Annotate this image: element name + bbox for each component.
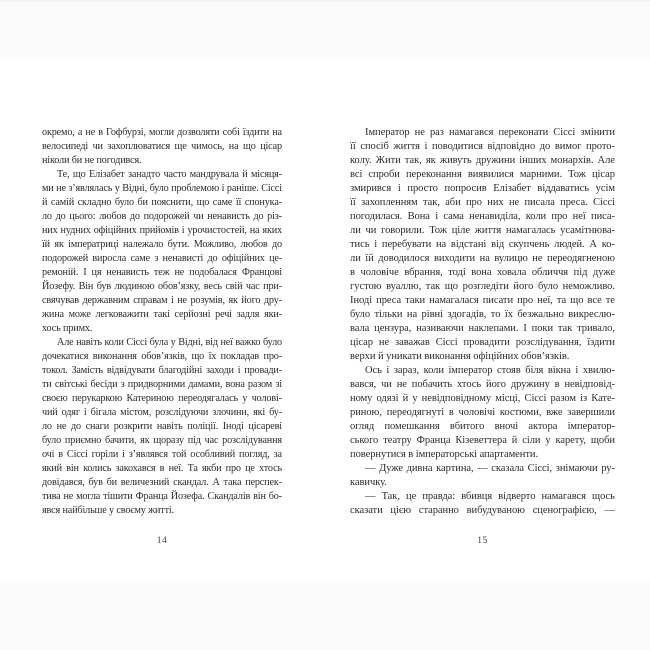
text-line: змирився і просто попросив Елізабет віддаватись усім bbox=[350, 183, 615, 194]
text-line: чий одяг і бігала містом, розслідуючи злочини, які бу- bbox=[42, 407, 282, 418]
text-line: свячував державним справам і не розумів, як його дру- bbox=[42, 295, 282, 306]
text-line: ли чи говорили. Тож ціле життя намагалась усамітнюва- bbox=[350, 225, 615, 236]
text-line: очі в Сіссі горіли і з’являвся той особливий погляд, за bbox=[42, 449, 282, 460]
page-number-left: 14 bbox=[156, 536, 168, 546]
text-line: верхи й уникати виконання офіційних обов’язків. bbox=[350, 351, 570, 362]
text-line: повернутися в імператорські апартаменти. bbox=[350, 449, 539, 460]
text-line: в чоловіче вбрання, тоді вона ховала обличчя під дуже bbox=[350, 267, 615, 278]
page-right[interactable] bbox=[325, 60, 650, 583]
text-line: Імператор не раз намагався переконати Сіссі змінити bbox=[365, 127, 615, 138]
text-line: Іноді преса таки намагалася писати про неї, та що все те bbox=[350, 295, 615, 306]
page-left-text bbox=[42, 126, 282, 518]
text-line: тива не могла тішити Франца Йозефа. Скандалів він бо- bbox=[42, 491, 282, 502]
text-line: ло до цього: любов до подорожей чи ненависть до різ- bbox=[42, 211, 282, 222]
text-line: було приємно бачити, як щоразу під час розслідування bbox=[42, 435, 282, 446]
text-line: хось примх. bbox=[42, 323, 93, 334]
text-line: риною, переодягнуті в чоловічі костюми, вже завершили bbox=[350, 407, 615, 418]
page-spread bbox=[0, 60, 650, 583]
text-line: кавичку. bbox=[350, 477, 387, 488]
text-line: Ось і зараз, коли імператор стояв біля вікна і хвилю- bbox=[365, 365, 615, 376]
text-line: й самій складно було би пояснити, що саме її спонука- bbox=[42, 197, 282, 208]
text-line: ли їй доводилося виходити на вулицю не переодягненою bbox=[350, 253, 615, 264]
text-line: ми не з’являлась у Відні, було проблемою і раніше. Сіссі bbox=[42, 183, 282, 194]
text-line: їй як імператриці належало бути. Можливо, любов до bbox=[42, 239, 282, 250]
text-line: велосипеді чи захоплюватися ще чимось, на що цісар bbox=[42, 141, 282, 152]
text-line: вала цензура, називаючи наклепами. І поки так тривало, bbox=[350, 323, 615, 334]
text-line: огляд помешкання вбитого вночі актора імператор- bbox=[350, 421, 615, 432]
text-line: ніколи би не погодився. bbox=[42, 155, 142, 166]
text-line: них нудних офіційних прийомів і урочистостей, на яких bbox=[42, 225, 282, 236]
text-line: вався, чи не побачить хтось його дружину в невідповід- bbox=[350, 379, 615, 390]
page-left[interactable] bbox=[0, 60, 325, 583]
page-right-text bbox=[350, 126, 615, 518]
text-line: довідався, був би величезний скандал. А така перспек- bbox=[42, 477, 282, 488]
text-line: колу. Жити так, як живуть дружини інших монархів. Але bbox=[350, 155, 615, 166]
text-line: який він колись закохався в неї. Та якби про це хтось bbox=[42, 463, 282, 474]
text-line: своєю перукаркою Катериною переодягалась у чолові- bbox=[42, 393, 282, 404]
text-line: Те, що Елізабет занадто часто мандрувала й місяця- bbox=[57, 169, 282, 180]
text-line: Йозефу. Він був людиною обов’язку, весь свій час при- bbox=[42, 281, 282, 292]
text-line: ло не до снаги розкрити навіть поліції. Іноді цісареві bbox=[42, 421, 282, 432]
text-line: всі спроби переконання виявилися марними. Тож цісар bbox=[350, 169, 615, 180]
text-line: окремо, а не в Гофбурзі, могли дозволяти собі їздити на bbox=[42, 127, 282, 138]
page-number-right: 15 bbox=[477, 536, 488, 546]
text-line: Але навіть коли Сіссі була у Відні, від неї важко було bbox=[57, 337, 282, 348]
text-line: її спосіб життя і поводитися відповідно до вимог прото- bbox=[350, 141, 615, 152]
text-line: — Так, це правда: вбивця відверто намагався щось bbox=[365, 491, 615, 502]
text-line: її захопленням так, аби про них не писала преса. Сіссі bbox=[350, 197, 615, 208]
text-line: було тільки на рівні здогадів, то їх безжально викреслю- bbox=[350, 309, 615, 320]
text-line: погодилася. Вона і сама ненавиділа, коли про неї писа- bbox=[350, 211, 615, 222]
text-line: ремоній. І ця ненависть теж не подобалася Францові bbox=[42, 267, 282, 278]
text-line: жина може легковажити такі серйозні речі задля яки- bbox=[42, 309, 282, 320]
text-line: — Дуже дивна картина, — сказала Сіссі, знімаючи ру- bbox=[365, 463, 615, 474]
text-line: тись і перебувати на відстані від скупчень людей. А ко- bbox=[350, 239, 615, 250]
text-line: ти світські бесіди з придворними дамами, вона разом зі bbox=[42, 379, 282, 390]
text-line: ського театру Франца Кізеветтера й сіли у карету, щоби bbox=[350, 435, 615, 446]
text-line: цісар не заважав Сіссі провадити розслідування, їздити bbox=[350, 337, 615, 348]
text-line: ному одязі й у невідповідному місці, Сіссі разом із Кате- bbox=[350, 393, 615, 404]
text-line: токол. Замість відвідувати благодійні заходи і провади- bbox=[42, 365, 282, 376]
text-line: густою вуаллю, так що розгледіти його було неможливо. bbox=[350, 281, 615, 292]
text-line: подорожей виросла саме з ненависті до офіційних це- bbox=[42, 253, 282, 264]
text-line: сказати цією старанно вибудуваною сценографією, — bbox=[350, 505, 615, 516]
text-line: явся найбільше у своєму житті. bbox=[42, 505, 175, 516]
text-line: дочекатися виконання обов’язків, що їх покладав про- bbox=[42, 351, 282, 362]
